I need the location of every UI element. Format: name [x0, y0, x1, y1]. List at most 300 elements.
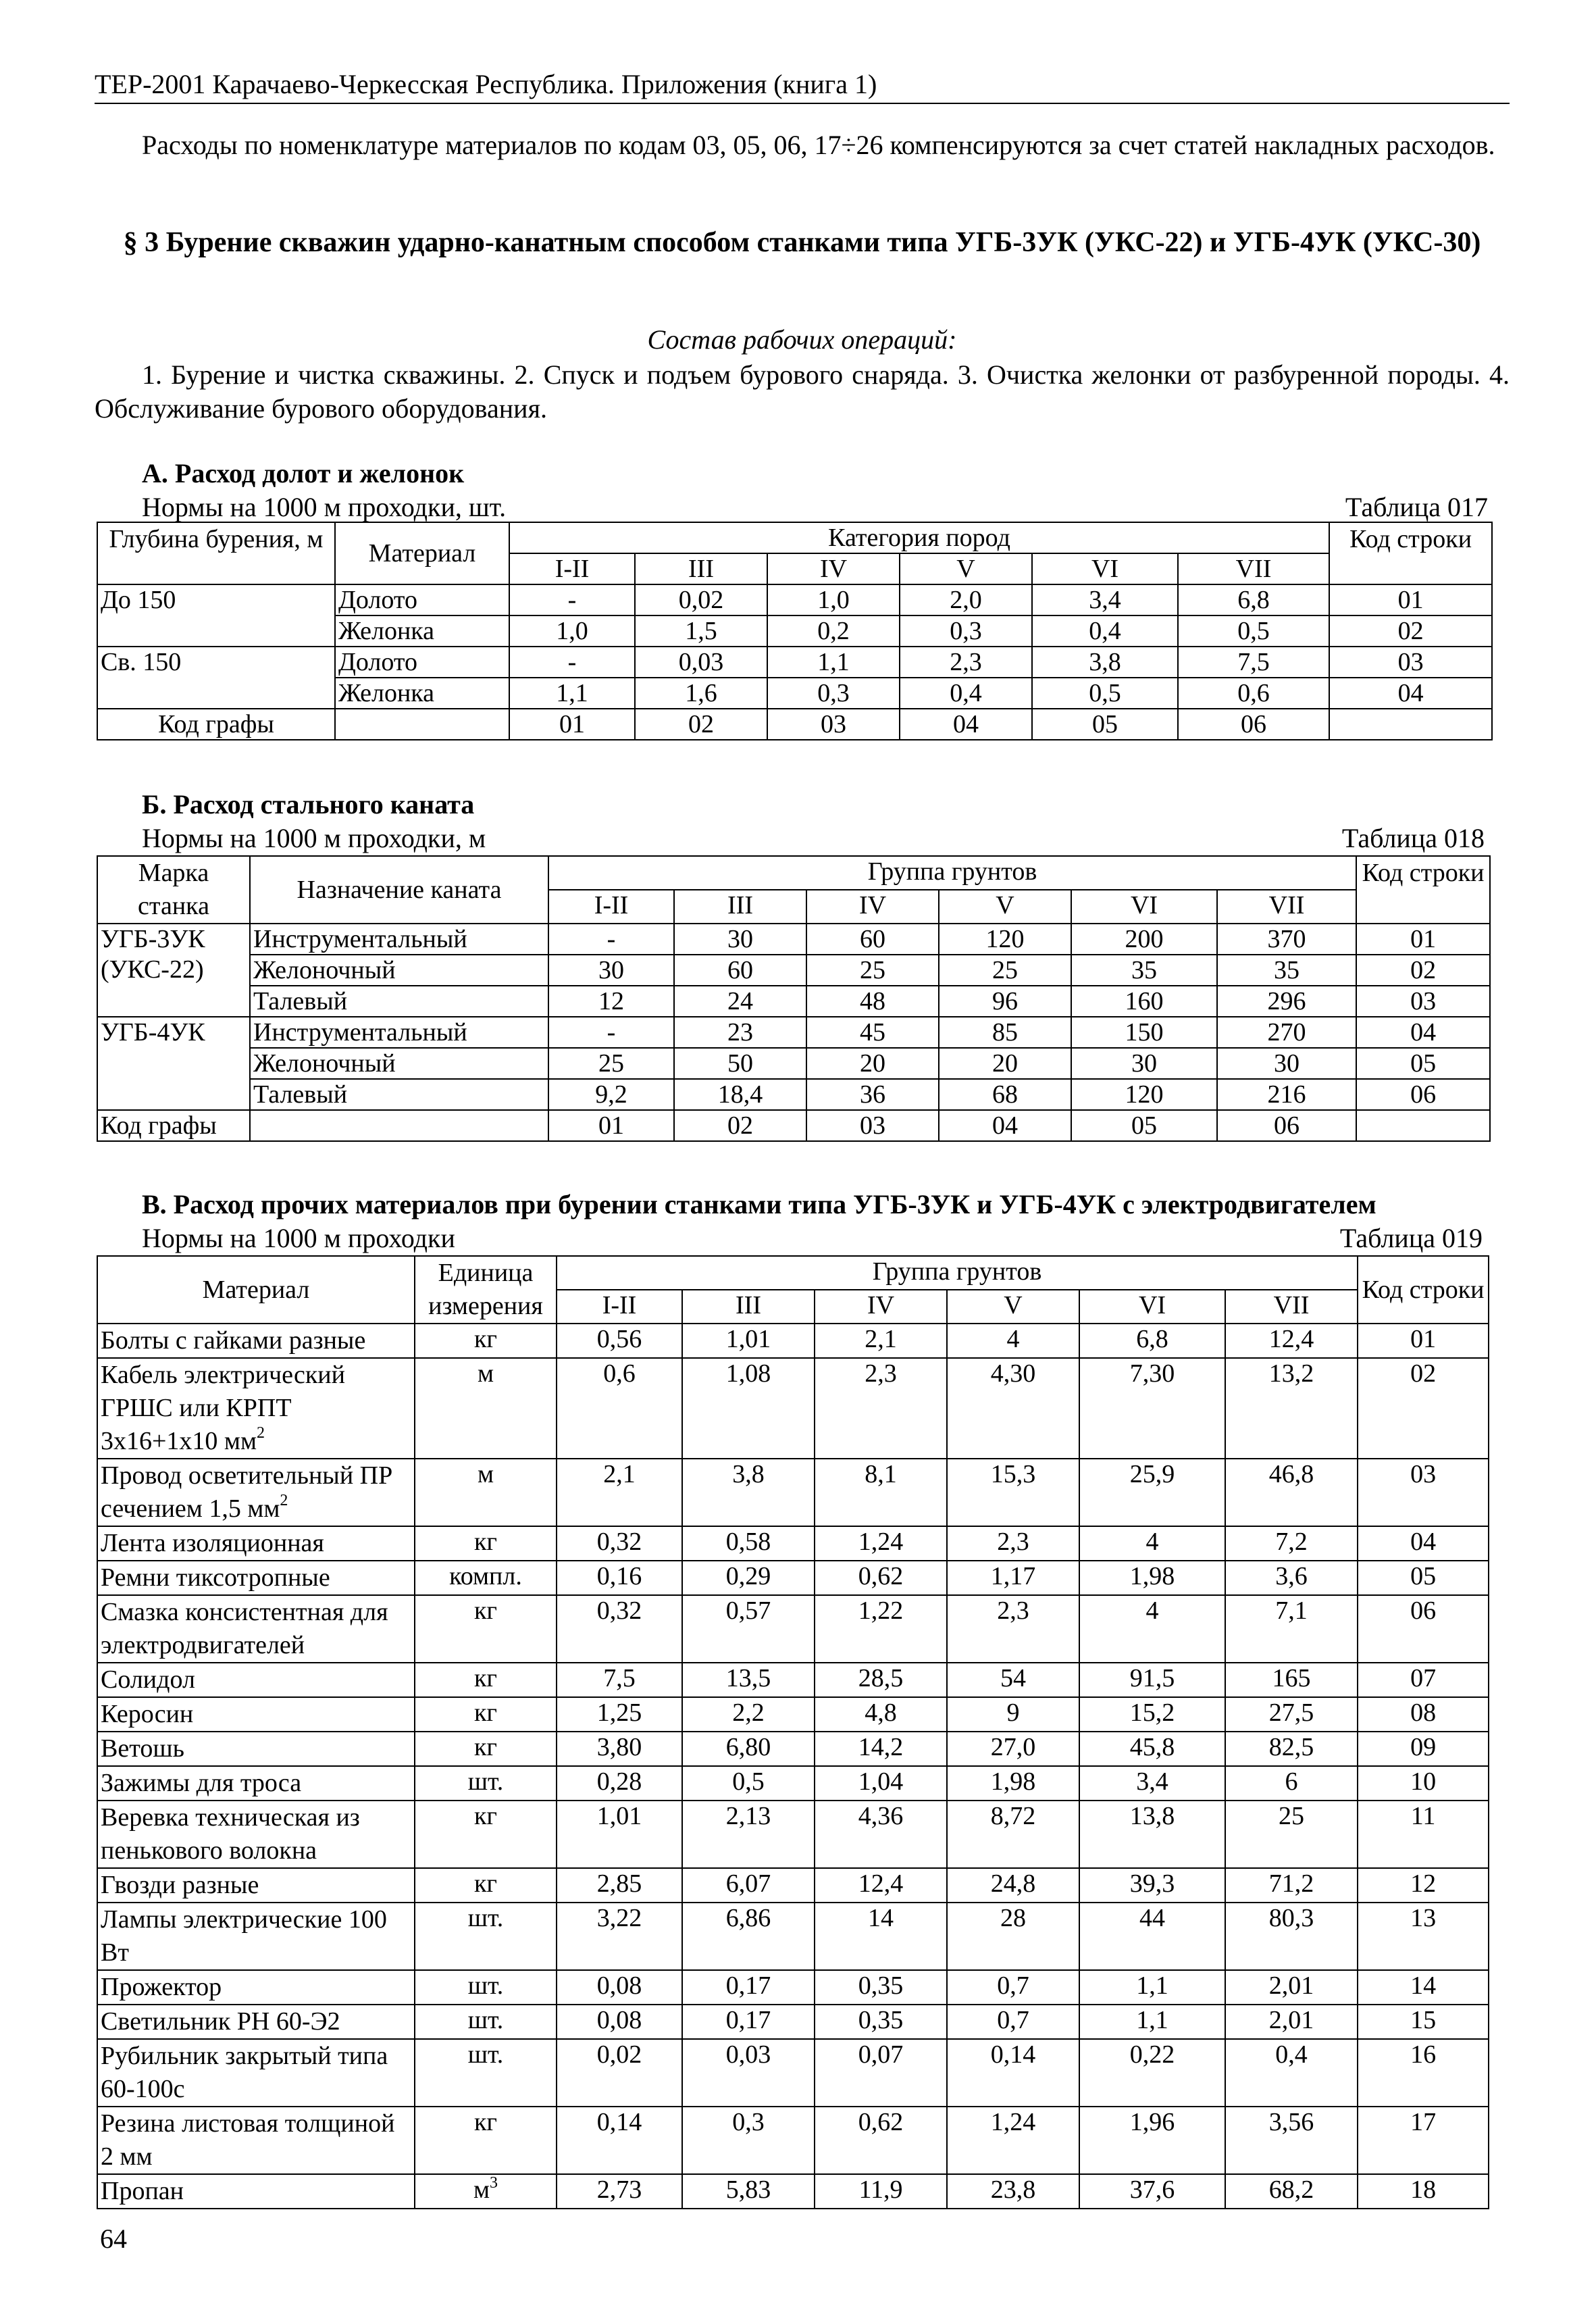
- value-cell: 0,4: [900, 678, 1032, 709]
- table-a-number: Таблица 017: [1345, 492, 1488, 522]
- material-cell: Светильник РН 60-Э2: [97, 2005, 415, 2039]
- code-cell: 01: [1329, 584, 1492, 615]
- table-row: [97, 1017, 1490, 1048]
- value-cell: -: [548, 1017, 674, 1048]
- unit-cell: $м^3$: [415, 2174, 557, 2209]
- value-cell: 0,03: [635, 647, 767, 678]
- value-cell: 2,01: [1225, 1970, 1358, 2005]
- value-cell: 200: [1071, 924, 1217, 955]
- value-cell: 0,22: [1079, 2039, 1225, 2107]
- value-cell: 0,5: [1032, 678, 1178, 709]
- purpose-cell: Инструментальный: [250, 924, 548, 955]
- value-cell: 0,03: [682, 2039, 815, 2107]
- value-cell: 296: [1217, 986, 1356, 1017]
- value-cell: 60: [674, 955, 806, 986]
- table-row: [97, 678, 1492, 709]
- table-row: [97, 1459, 1489, 1526]
- value-cell: 25: [806, 955, 939, 986]
- value-cell: 27,0: [947, 1732, 1079, 1766]
- material-cell: Гвозди разные: [97, 1868, 415, 1903]
- code-cell: 05: [1358, 1561, 1489, 1595]
- value-cell: 6: [1225, 1766, 1358, 1801]
- material-cell: Ремни тиксотропные: [97, 1561, 415, 1595]
- material-cell: Кабель электрический ГРШС или КРПТ 3х16+1х10 $мм^2$: [97, 1358, 415, 1459]
- value-cell: 2,2: [682, 1697, 815, 1732]
- code-cell: 14: [1358, 1970, 1489, 2005]
- column-header-3: IV: [815, 1290, 947, 1324]
- value-cell: 0,7: [947, 2005, 1079, 2039]
- header-code: Код строки: [1358, 1256, 1489, 1324]
- page-header: ТЕР-2001 Карачаево-Черкесская Республика. Приложения (книга 1): [95, 69, 877, 99]
- code-cell: 04: [1356, 1017, 1490, 1048]
- value-cell: 0,57: [682, 1595, 815, 1663]
- value-cell: 25: [548, 1048, 674, 1079]
- page-number: 64: [100, 2223, 127, 2254]
- header-unit: Единица измерения: [415, 1256, 557, 1324]
- value-cell: 28,5: [815, 1663, 947, 1697]
- value-cell: 0,08: [557, 2005, 682, 2039]
- value-cell: 37,6: [1079, 2174, 1225, 2209]
- column-code: 06: [1217, 1110, 1356, 1141]
- material-cell: Желонка: [335, 615, 509, 647]
- value-cell: 44: [1079, 1903, 1225, 1970]
- value-cell: 1,24: [815, 1526, 947, 1561]
- code-cell: 04: [1329, 678, 1492, 709]
- mark-cell: (УКС-22): [97, 955, 250, 986]
- value-cell: 12: [548, 986, 674, 1017]
- value-cell: 24: [674, 986, 806, 1017]
- header-material: Материал: [97, 1256, 415, 1324]
- value-cell: 1,98: [947, 1766, 1079, 1801]
- value-cell: 0,2: [767, 615, 900, 647]
- code-cell: 03: [1329, 647, 1492, 678]
- value-cell: 8,72: [947, 1801, 1079, 1868]
- header-material: Материал: [335, 522, 509, 584]
- purpose-cell: Инструментальный: [250, 1017, 548, 1048]
- value-cell: 0,3: [682, 2107, 815, 2174]
- code-cell: 07: [1358, 1663, 1489, 1697]
- value-cell: 4: [1079, 1526, 1225, 1561]
- unit-cell: кг: [415, 1732, 557, 1766]
- column-header-4: V: [947, 1290, 1079, 1324]
- value-cell: 1,0: [509, 615, 635, 647]
- value-cell: 6,8: [1079, 1324, 1225, 1358]
- value-cell: 2,3: [947, 1526, 1079, 1561]
- unit-cell: кг: [415, 1801, 557, 1868]
- code-cell: 06: [1356, 1079, 1490, 1110]
- material-cell: Желонка: [335, 678, 509, 709]
- unit-cell: кг: [415, 1595, 557, 1663]
- value-cell: 6,07: [682, 1868, 815, 1903]
- value-cell: 30: [1071, 1048, 1217, 1079]
- code-cell: 01: [1356, 924, 1490, 955]
- value-cell: 3,6: [1225, 1561, 1358, 1595]
- value-cell: 0,4: [1032, 615, 1178, 647]
- code-cell: 01: [1358, 1324, 1489, 1358]
- depth-cell: Св. 150: [97, 647, 335, 678]
- value-cell: 4,30: [947, 1358, 1079, 1459]
- value-cell: 91,5: [1079, 1663, 1225, 1697]
- header-depth: Глубина бурения, м: [97, 522, 335, 584]
- unit-cell: шт.: [415, 1766, 557, 1801]
- value-cell: 46,8: [1225, 1459, 1358, 1526]
- code-cell: 02: [1358, 1358, 1489, 1459]
- column-header-6: VII: [1225, 1290, 1358, 1324]
- code-cell: 04: [1358, 1526, 1489, 1561]
- value-cell: 216: [1217, 1079, 1356, 1110]
- table-row: [97, 1970, 1489, 2005]
- table-b-subtitle: Нормы на 1000 м проходки, м: [142, 823, 486, 853]
- table-row: [97, 1903, 1489, 1970]
- header-rule: [95, 103, 1510, 104]
- value-cell: 1,01: [557, 1801, 682, 1868]
- table-row: [97, 1801, 1489, 1868]
- material-cell: Лампы электрические 100 Вт: [97, 1903, 415, 1970]
- value-cell: 1,6: [635, 678, 767, 709]
- material-cell: Долото: [335, 647, 509, 678]
- code-cell: 11: [1358, 1801, 1489, 1868]
- value-cell: 1,0: [767, 584, 900, 615]
- unit-cell: м: [415, 1459, 557, 1526]
- value-cell: -: [548, 924, 674, 955]
- value-cell: 3,56: [1225, 2107, 1358, 2174]
- value-cell: 7,1: [1225, 1595, 1358, 1663]
- value-cell: 4: [947, 1324, 1079, 1358]
- value-cell: 0,17: [682, 1970, 815, 2005]
- value-cell: 2,3: [947, 1595, 1079, 1663]
- value-cell: 8,1: [815, 1459, 947, 1526]
- column-header-2: III: [682, 1290, 815, 1324]
- value-cell: 1,5: [635, 615, 767, 647]
- table-row: [97, 986, 1490, 1017]
- value-cell: 0,14: [947, 2039, 1079, 2107]
- value-cell: 48: [806, 986, 939, 1017]
- value-cell: 3,8: [1032, 647, 1178, 678]
- footer-empty: [1356, 1110, 1490, 1141]
- table-a: [97, 522, 1493, 740]
- value-cell: 2,0: [900, 584, 1032, 615]
- value-cell: 0,32: [557, 1595, 682, 1663]
- value-cell: 2,13: [682, 1801, 815, 1868]
- depth-cell: [97, 615, 335, 647]
- value-cell: 2,01: [1225, 2005, 1358, 2039]
- value-cell: 0,4: [1225, 2039, 1358, 2107]
- column-header-6: VII: [1217, 890, 1356, 924]
- column-header-4: V: [900, 553, 1032, 584]
- code-cell: 02: [1329, 615, 1492, 647]
- table-a-subtitle: Нормы на 1000 м проходки, шт.: [142, 492, 507, 522]
- value-cell: 0,02: [635, 584, 767, 615]
- unit-cell: шт.: [415, 1903, 557, 1970]
- value-cell: 68,2: [1225, 2174, 1358, 2209]
- table-c-subtitle: Нормы на 1000 м проходки: [142, 1223, 455, 1253]
- header-category: Категория пород: [509, 522, 1329, 553]
- value-cell: 15,2: [1079, 1697, 1225, 1732]
- value-cell: 60: [806, 924, 939, 955]
- material-cell: Смазка консистентная для электродвигателей: [97, 1595, 415, 1663]
- value-cell: 2,3: [900, 647, 1032, 678]
- material-cell: Веревка техническая из пенькового волокна: [97, 1801, 415, 1868]
- table-row: [97, 2174, 1489, 2209]
- unit-cell: кг: [415, 1868, 557, 1903]
- material-cell: Прожектор: [97, 1970, 415, 2005]
- value-cell: 0,62: [815, 2107, 947, 2174]
- mark-cell: [97, 986, 250, 1017]
- value-cell: 27,5: [1225, 1697, 1358, 1732]
- depth-cell: До 150: [97, 584, 335, 615]
- value-cell: 45: [806, 1017, 939, 1048]
- value-cell: 1,96: [1079, 2107, 1225, 2174]
- table-row: [97, 2039, 1489, 2107]
- column-code: 01: [548, 1110, 674, 1141]
- table-row: [97, 2107, 1489, 2174]
- unit-cell: кг: [415, 1697, 557, 1732]
- value-cell: 54: [947, 1663, 1079, 1697]
- material-cell: Ветошь: [97, 1732, 415, 1766]
- table-row: [97, 955, 1490, 986]
- value-cell: 0,07: [815, 2039, 947, 2107]
- unit-cell: шт.: [415, 2005, 557, 2039]
- value-cell: 1,22: [815, 1595, 947, 1663]
- value-cell: 1,1: [1079, 2005, 1225, 2039]
- table-row: [97, 1526, 1489, 1561]
- value-cell: 1,04: [815, 1766, 947, 1801]
- value-cell: 39,3: [1079, 1868, 1225, 1903]
- code-cell: 03: [1356, 986, 1490, 1017]
- table-row: [97, 1868, 1489, 1903]
- value-cell: 3,8: [682, 1459, 815, 1526]
- value-cell: 0,7: [947, 1970, 1079, 2005]
- table-row: [97, 1595, 1489, 1663]
- header-group: Группа грунтов: [548, 856, 1356, 890]
- value-cell: 2,1: [557, 1459, 682, 1526]
- table-b: [97, 855, 1491, 1142]
- value-cell: 20: [806, 1048, 939, 1079]
- value-cell: 25: [939, 955, 1071, 986]
- value-cell: 160: [1071, 986, 1217, 1017]
- footer-empty: [1329, 709, 1492, 740]
- material-cell: Долото: [335, 584, 509, 615]
- table-row: [97, 924, 1490, 955]
- material-cell: Пропан: [97, 2174, 415, 2209]
- column-code: 05: [1071, 1110, 1217, 1141]
- header-code: Код строки: [1356, 856, 1490, 924]
- value-cell: 23,8: [947, 2174, 1079, 2209]
- value-cell: 1,1: [1079, 1970, 1225, 2005]
- code-cell: 18: [1358, 2174, 1489, 2209]
- column-code: 05: [1032, 709, 1178, 740]
- value-cell: 2,1: [815, 1324, 947, 1358]
- value-cell: 50: [674, 1048, 806, 1079]
- value-cell: 13,5: [682, 1663, 815, 1697]
- code-cell: 03: [1358, 1459, 1489, 1526]
- value-cell: 2,85: [557, 1868, 682, 1903]
- value-cell: 4,36: [815, 1801, 947, 1868]
- value-cell: 9,2: [548, 1079, 674, 1110]
- code-cell: 10: [1358, 1766, 1489, 1801]
- mark-cell: УГБ-3УК: [97, 924, 250, 955]
- header-code: Код строки: [1329, 522, 1492, 584]
- value-cell: 18,4: [674, 1079, 806, 1110]
- value-cell: 120: [1071, 1079, 1217, 1110]
- value-cell: 0,32: [557, 1526, 682, 1561]
- value-cell: 0,56: [557, 1324, 682, 1358]
- value-cell: 0,16: [557, 1561, 682, 1595]
- value-cell: 7,30: [1079, 1358, 1225, 1459]
- code-cell: 12: [1358, 1868, 1489, 1903]
- value-cell: 3,4: [1079, 1766, 1225, 1801]
- value-cell: 14: [815, 1903, 947, 1970]
- table-row: [97, 1697, 1489, 1732]
- header-mark: Марка станка: [97, 856, 250, 924]
- value-cell: 30: [674, 924, 806, 955]
- value-cell: 1,1: [509, 678, 635, 709]
- value-cell: 3,80: [557, 1732, 682, 1766]
- operations-text: 1. Бурение и чистка скважины. 2. Спуск и подъем бурового снаряда. 3. Очистка желонки от разбуренной породы. 4. Обслуживание бурового оборудования.: [95, 359, 1510, 424]
- code-cell: 16: [1358, 2039, 1489, 2107]
- column-code: 06: [1178, 709, 1329, 740]
- value-cell: 7,5: [1178, 647, 1329, 678]
- value-cell: 0,6: [1178, 678, 1329, 709]
- value-cell: 30: [548, 955, 674, 986]
- value-cell: 6,86: [682, 1903, 815, 1970]
- value-cell: 0,02: [557, 2039, 682, 2107]
- column-code: 03: [806, 1110, 939, 1141]
- value-cell: 12,4: [1225, 1324, 1358, 1358]
- value-cell: 30: [1217, 1048, 1356, 1079]
- value-cell: 80,3: [1225, 1903, 1358, 1970]
- value-cell: 14,2: [815, 1732, 947, 1766]
- column-code: 02: [635, 709, 767, 740]
- operations-title: Состав рабочих операций:: [647, 324, 957, 355]
- depth-cell: [97, 678, 335, 709]
- value-cell: 13,2: [1225, 1358, 1358, 1459]
- footer-row: [97, 1110, 1490, 1141]
- column-code: 02: [674, 1110, 806, 1141]
- column-header-1: I-II: [557, 1290, 682, 1324]
- value-cell: 11,9: [815, 2174, 947, 2209]
- table-row: [97, 1324, 1489, 1358]
- value-cell: 370: [1217, 924, 1356, 955]
- column-header-6: VII: [1178, 553, 1329, 584]
- column-header-2: III: [635, 553, 767, 584]
- value-cell: 36: [806, 1079, 939, 1110]
- unit-cell: м: [415, 1358, 557, 1459]
- column-code: 03: [767, 709, 900, 740]
- value-cell: 85: [939, 1017, 1071, 1048]
- value-cell: -: [509, 584, 635, 615]
- table-row: [97, 1766, 1489, 1801]
- column-header-1: I-II: [548, 890, 674, 924]
- value-cell: 0,35: [815, 1970, 947, 2005]
- value-cell: 6,80: [682, 1732, 815, 1766]
- value-cell: -: [509, 647, 635, 678]
- intro-paragraph: Расходы по номенклатуре материалов по кодам 03, 05, 06, 17÷26 компенсируются за счет статей накладных расходов.: [142, 130, 1495, 160]
- table-c-title: В. Расход прочих материалов при бурении станками типа УГБ-3УК и УГБ-4УК с электродвигателем: [142, 1189, 1376, 1219]
- value-cell: 0,14: [557, 2107, 682, 2174]
- code-cell: 09: [1358, 1732, 1489, 1766]
- purpose-cell: Талевый: [250, 986, 548, 1017]
- footer-row: [97, 709, 1492, 740]
- value-cell: 120: [939, 924, 1071, 955]
- value-cell: 96: [939, 986, 1071, 1017]
- material-cell: Солидол: [97, 1663, 415, 1697]
- value-cell: 35: [1217, 955, 1356, 986]
- value-cell: 45,8: [1079, 1732, 1225, 1766]
- code-cell: 15: [1358, 2005, 1489, 2039]
- table-row: [97, 1732, 1489, 1766]
- value-cell: 1,17: [947, 1561, 1079, 1595]
- table-b-number: Таблица 018: [1341, 823, 1485, 853]
- unit-cell: кг: [415, 2107, 557, 2174]
- column-code: 04: [939, 1110, 1071, 1141]
- table-row: [97, 584, 1492, 615]
- value-cell: 13,8: [1079, 1801, 1225, 1868]
- value-cell: 28: [947, 1903, 1079, 1970]
- table-a-title: А. Расход долот и желонок: [142, 458, 465, 488]
- material-cell: Зажимы для троса: [97, 1766, 415, 1801]
- unit-cell: шт.: [415, 2039, 557, 2107]
- code-cell: 06: [1358, 1595, 1489, 1663]
- value-cell: 0,58: [682, 1526, 815, 1561]
- material-cell: Лента изоляционная: [97, 1526, 415, 1561]
- value-cell: 3,4: [1032, 584, 1178, 615]
- column-header-3: IV: [806, 890, 939, 924]
- value-cell: 71,2: [1225, 1868, 1358, 1903]
- table-b-title: Б. Расход стального каната: [142, 789, 475, 820]
- value-cell: 0,5: [682, 1766, 815, 1801]
- unit-cell: компл.: [415, 1561, 557, 1595]
- code-cell: 13: [1358, 1903, 1489, 1970]
- column-header-5: VI: [1079, 1290, 1225, 1324]
- value-cell: 23: [674, 1017, 806, 1048]
- footer-empty: [335, 709, 509, 740]
- material-cell: Керосин: [97, 1697, 415, 1732]
- value-cell: 7,5: [557, 1663, 682, 1697]
- material-cell: Болты с гайками разные: [97, 1324, 415, 1358]
- table-row: [97, 2005, 1489, 2039]
- value-cell: 6,8: [1178, 584, 1329, 615]
- material-cell: Провод осветительный ПР сечением 1,5 $мм^2$: [97, 1459, 415, 1526]
- purpose-cell: Желоночный: [250, 955, 548, 986]
- value-cell: 24,8: [947, 1868, 1079, 1903]
- table-c-number: Таблица 019: [1339, 1223, 1483, 1253]
- table-row: [97, 1048, 1490, 1079]
- value-cell: 9: [947, 1697, 1079, 1732]
- value-cell: 0,3: [767, 678, 900, 709]
- unit-cell: кг: [415, 1324, 557, 1358]
- footer-label: Код графы: [97, 709, 335, 740]
- value-cell: 1,08: [682, 1358, 815, 1459]
- table-row: [97, 647, 1492, 678]
- value-cell: 0,17: [682, 2005, 815, 2039]
- purpose-cell: Желоночный: [250, 1048, 548, 1079]
- footer-empty: [250, 1110, 548, 1141]
- value-cell: 25: [1225, 1801, 1358, 1868]
- value-cell: 7,2: [1225, 1526, 1358, 1561]
- column-code: 04: [900, 709, 1032, 740]
- code-cell: 17: [1358, 2107, 1489, 2174]
- value-cell: 20: [939, 1048, 1071, 1079]
- code-cell: 02: [1356, 955, 1490, 986]
- unit-cell: кг: [415, 1526, 557, 1561]
- value-cell: 4,8: [815, 1697, 947, 1732]
- value-cell: 2,73: [557, 2174, 682, 2209]
- value-cell: 1,24: [947, 2107, 1079, 2174]
- value-cell: 35: [1071, 955, 1217, 986]
- value-cell: 5,83: [682, 2174, 815, 2209]
- unit-cell: шт.: [415, 1970, 557, 2005]
